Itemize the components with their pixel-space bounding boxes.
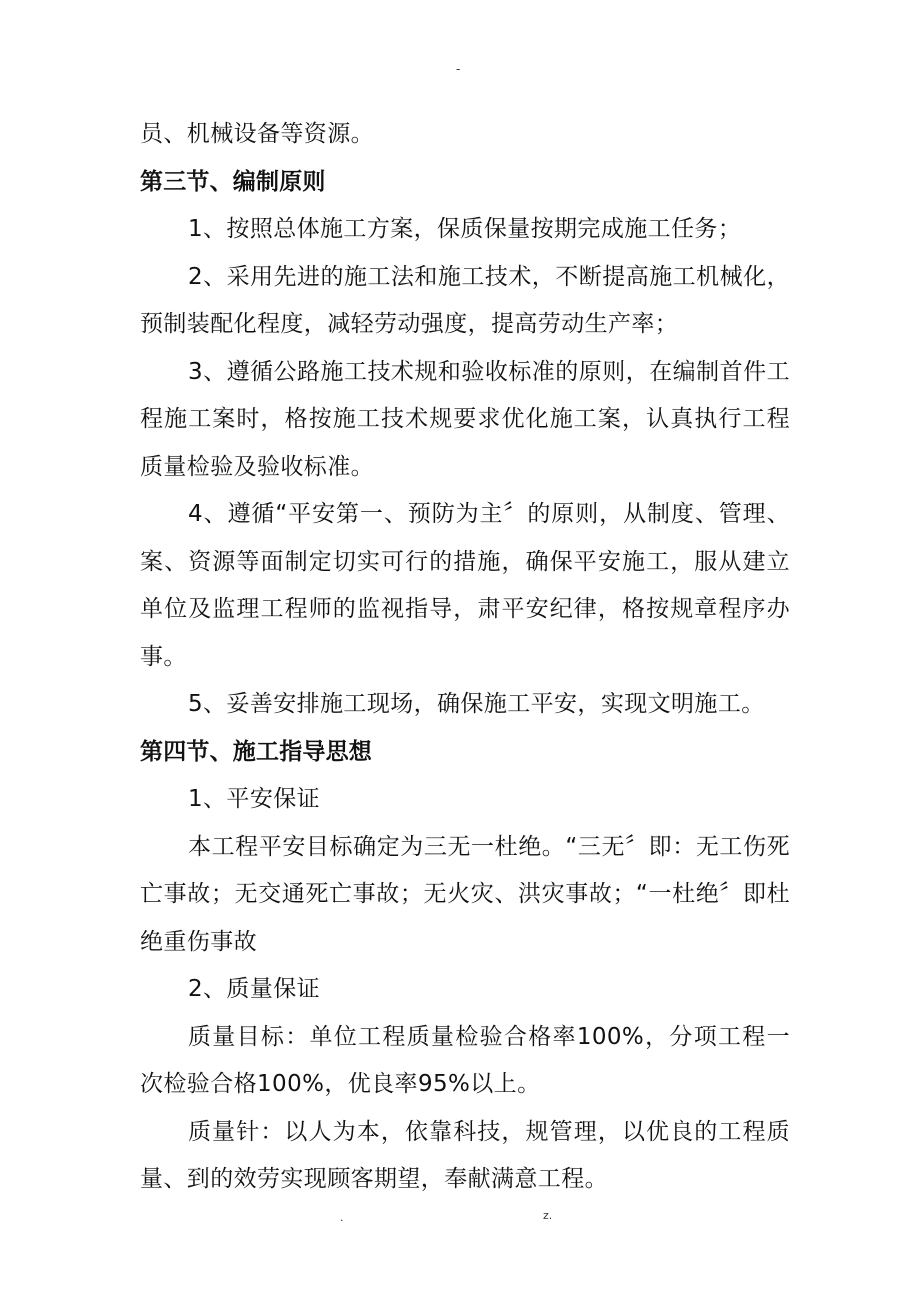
section-heading-4: 第四节、施工指导思想 xyxy=(140,738,372,765)
principle-item-1: 1、按照总体施工方案，保质保量按期完成施工任务； xyxy=(188,216,742,242)
principle-item-2: 2、采用先进的施工法和施工技术，不断提高施工机械化，预制装配化程度，减轻劳动强度，提高劳动生产率； xyxy=(140,263,790,337)
footer-mark: z. xyxy=(543,1209,553,1222)
paragraph-continuation: 员、机械设备等资源。 xyxy=(140,121,374,147)
footer-dot: . xyxy=(340,1211,344,1224)
header-mark: - xyxy=(456,62,461,76)
principle-item-3: 3、遵循公路施工技术规和验收标准的原则，在编制首件工程施工案时，格按施工技术规要求优化施工案，认真执行工程质量检验及验收标准。 xyxy=(140,358,790,480)
section-heading-3: 第三节、编制原则 xyxy=(140,168,326,195)
quality-policy-paragraph: 质量针：以人为本，依靠科技，规管理，以优良的工程质量、到的效劳实现顾客期望，奉献满意工程。 xyxy=(140,1118,790,1192)
document-body xyxy=(140,111,790,1204)
safety-heading: 1、平安保证 xyxy=(188,786,321,812)
principle-item-4: 4、遵循“平安第一、预防为主〞的原则，从制度、管理、案、资源等面制定切实可行的措施，确保平安施工，服从建立单位及监理工程师的监视指导，肃平安纪律，格按规章程序办事。 xyxy=(140,501,790,670)
quality-target-paragraph: 质量目标：单位工程质量检验合格率100%，分项工程一次检验合格100%，优良率95%以上。 xyxy=(140,1023,790,1097)
quality-heading: 2、质量保证 xyxy=(188,976,321,1002)
principle-item-5: 5、妥善安排施工现场，确保施工平安，实现文明施工。 xyxy=(188,691,765,717)
safety-paragraph: 本工程平安目标确定为三无一杜绝。“三无〞即：无工伤死亡事故；无交通死亡事故；无火灾、洪灾事故；“一杜绝〞即杜绝重伤事故 xyxy=(140,833,790,955)
